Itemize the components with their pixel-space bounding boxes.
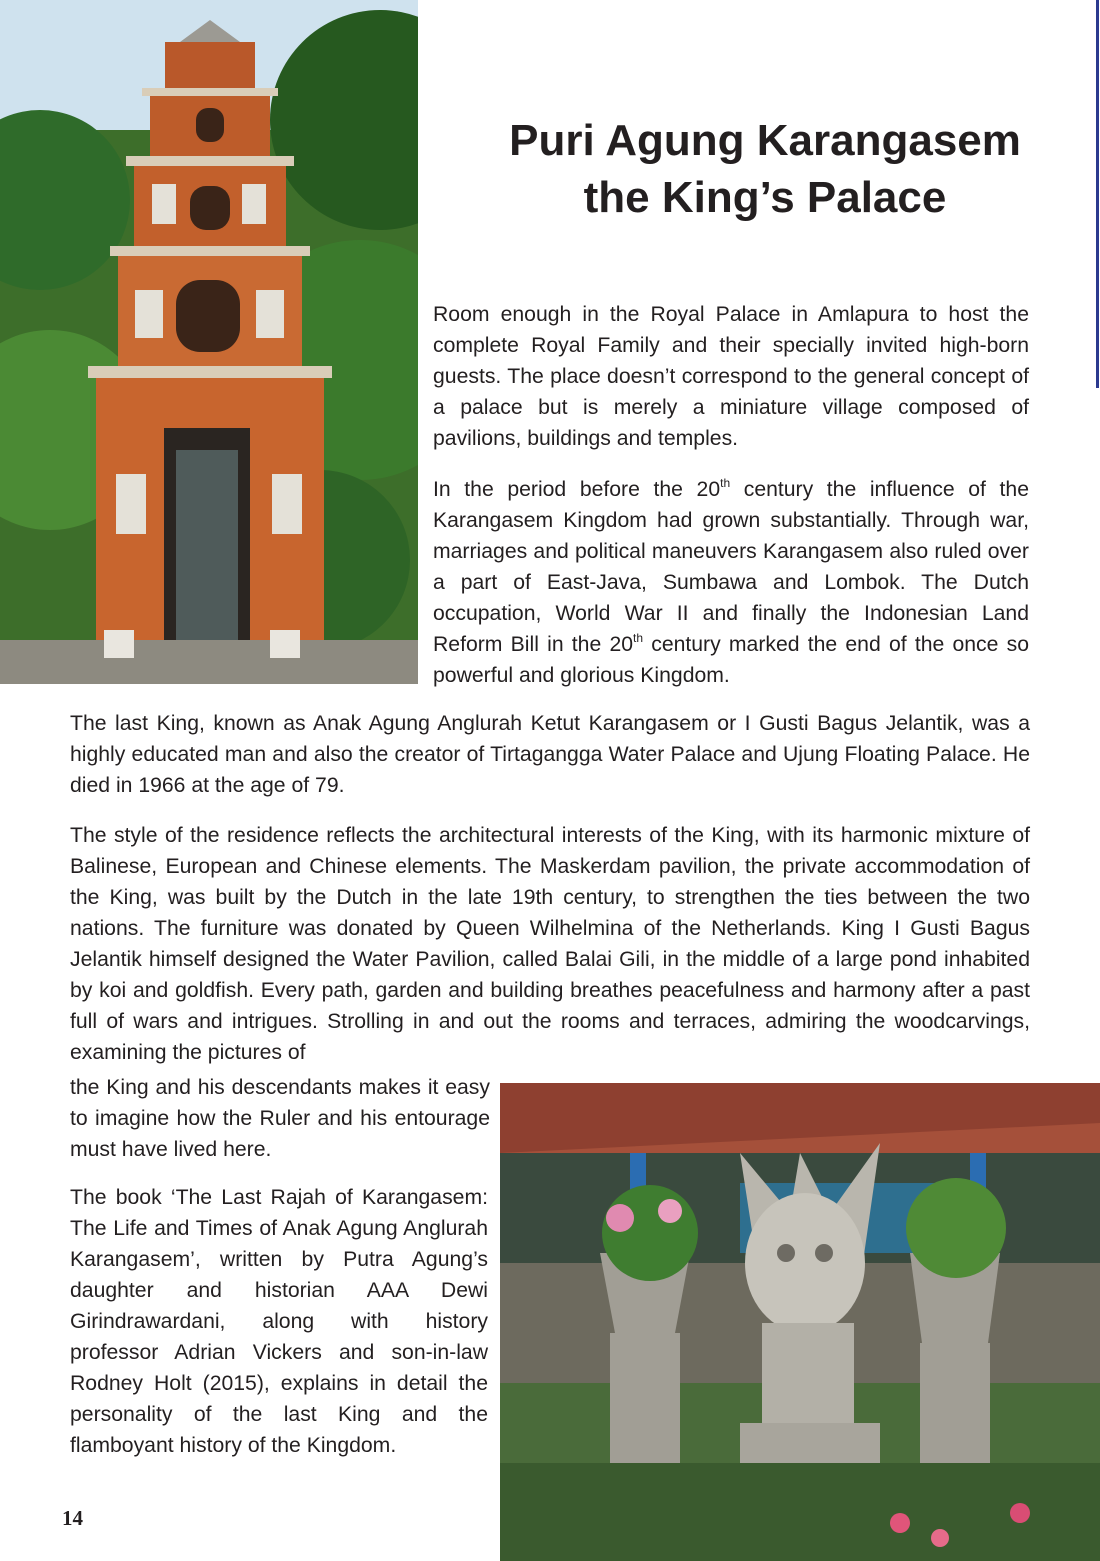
paragraph-royal-palace: Room enough in the Royal Palace in Amlapura to host the complete Royal Family and their specially invited high-born guests. The place doesn’t correspond to the general concept of a palace but is merely a miniature village composed of pavilions, buildings and temples. — [433, 303, 1029, 450]
paragraph-kingdom-history — [433, 474, 1029, 691]
paragraph-text: century marked the end of the once so powerful and glorious Kingdom. — [433, 633, 1029, 687]
garuda-statue-photo — [500, 1083, 1100, 1561]
paragraph-residence-style-continued: the King and his descendants makes it easy to imagine how the Ruler and his entourage must have lived here. — [70, 1076, 490, 1161]
ordinal-superscript: th — [633, 631, 644, 645]
title-line-2: the King’s Palace — [583, 173, 947, 222]
paragraph-text: century the influence of the Karangasem Kingdom had grown substantially. Through war, marriages and political maneuvers Karangasem also ruled over a part of East-Java, Sumbawa and Lombok. The Dutch occupation, World War II and finally the Indonesian Land Reform Bill in the 20 — [433, 478, 1029, 656]
tower-shrine-photo — [0, 0, 418, 684]
page-number: 14 — [62, 1506, 83, 1530]
paragraph-book: The book ‘The Last Rajah of Karangasem: The Life and Times of Anak Agung Anglurah Karangasem’, written by Putra Agung’s daughter and historian AAA Dewi Girindrawardani, along with history professor Adrian Vickers and son-in-law Rodney Holt (2015), explains in detail the personality of the last King and the flamboyant history of the Kingdom. — [70, 1186, 488, 1457]
paragraph-residence-style: The style of the residence reflects the architectural interests of the King, with its harmonic mixture of Balinese, European and Chinese elements. The Maskerdam pavilion, the private accommodation of the King, was built by the Dutch in the late 19th century, to strengthen the ties between the two nations. The furniture was donated by Queen Wilhelmina of the Netherlands. King I Gusti Bagus Jelantik himself designed the Water Pavilion, called Balai Gili, in the middle of a large pond inhabited by koi and goldfish. Every path, garden and building breathes peacefulness and harmony after a past full of wars and intrigues. Strolling in and out the rooms and terraces, admiring the woodcarvings, examining the pictures of — [70, 824, 1030, 1064]
title-line-1: Puri Agung Karangasem — [509, 116, 1021, 165]
paragraph-text: In the period before the 20 — [433, 478, 721, 501]
paragraph-last-king: The last King, known as Anak Agung Anglurah Ketut Karangasem or I Gusti Bagus Jelantik, was a highly educated man and also the creator of Tirtagangga Water Palace and Ujung Floating Palace. He died in 1966 at the age of 79. — [70, 712, 1030, 797]
ordinal-superscript: th — [720, 476, 731, 490]
edge-accent-rule — [1096, 0, 1099, 388]
page-title — [440, 112, 1090, 226]
